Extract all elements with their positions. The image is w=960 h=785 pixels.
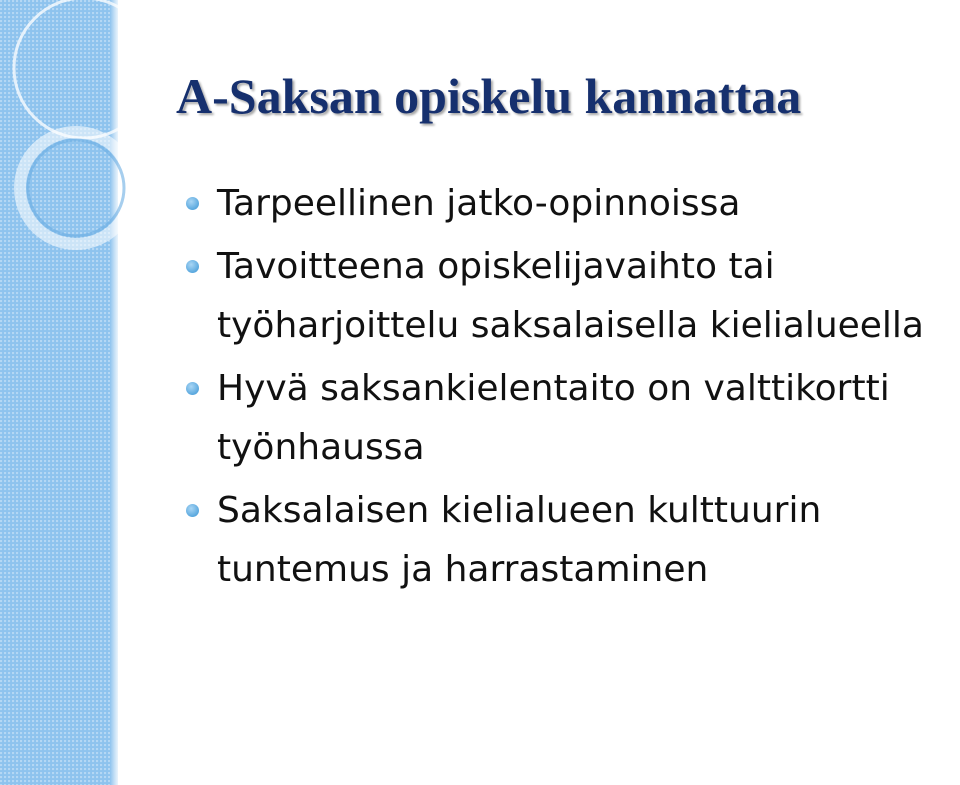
bullet-text: Tavoitteena opiskelijavaihto tai työharjoittelu saksalaisella kielialueella [217,246,924,346]
bullet-text: Hyvä saksankielentaito on valttikortti työnhaussa [217,368,890,468]
decorative-circle-large [14,0,154,138]
bullet-dot-icon [186,197,199,210]
bullet-text: Saksalaisen kielialueen kulttuurin tuntemus ja harrastaminen [217,490,822,590]
decorative-circles [0,0,130,260]
bullet-item [186,237,946,355]
bullet-text: Tarpeellinen jatko-opinnoissa [217,183,741,224]
bullet-dot-icon [186,260,199,273]
bullet-dot-icon [186,504,199,517]
bullet-dot-icon [186,382,199,395]
bullet-item [186,481,946,599]
decorative-circle-small-inner [28,140,124,236]
slide-title: A-Saksan opiskelu kannattaa [176,68,802,124]
decorative-circle-small [20,132,132,244]
bullet-list [186,174,946,603]
bullet-item [186,174,946,233]
bullet-item [186,359,946,477]
